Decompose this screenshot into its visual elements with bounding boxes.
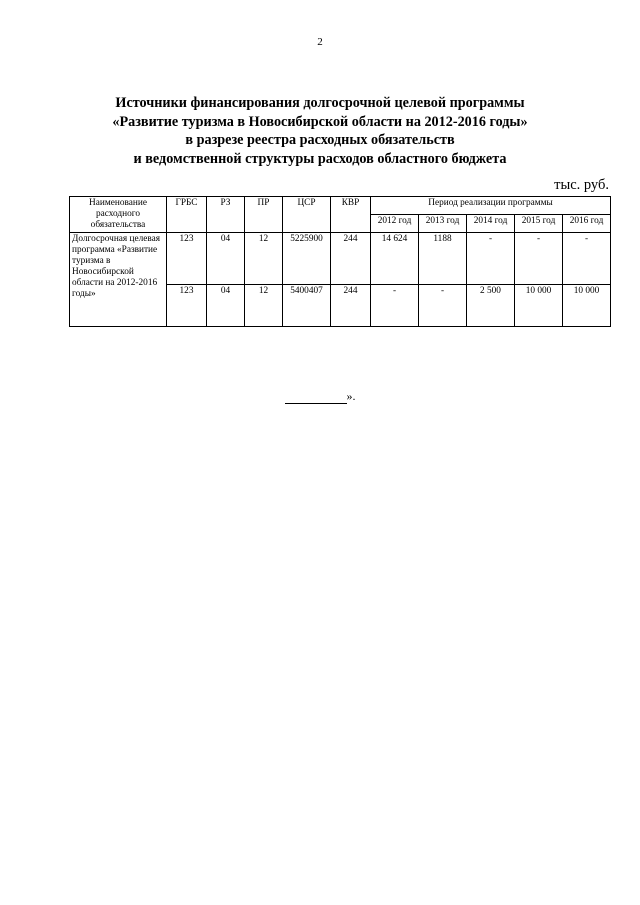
header-kvr: КВР bbox=[331, 197, 371, 233]
header-year: 2013 год bbox=[419, 215, 467, 233]
header-year: 2015 год bbox=[515, 215, 563, 233]
table-header-row bbox=[70, 197, 611, 215]
cell-value: 1188 bbox=[419, 233, 467, 285]
cell-value: 2 500 bbox=[467, 285, 515, 327]
cell-grbs: 123 bbox=[167, 233, 207, 285]
title-line: и ведомственной структуры расходов областного бюджета bbox=[133, 150, 507, 167]
closing-quote: ». bbox=[346, 389, 356, 403]
header-name: Наименование расходного обязательства bbox=[70, 197, 167, 233]
obligation-name: Долгосрочная целевая программа «Развитие туризма в Новосибирской области на 2012-2016 годы» bbox=[70, 233, 167, 327]
title-line: «Развитие туризма в Новосибирской области на 2012-2016 годы» bbox=[112, 113, 528, 130]
cell-rz: 04 bbox=[207, 233, 245, 285]
header-rz: РЗ bbox=[207, 197, 245, 233]
document-title bbox=[60, 94, 580, 168]
cell-csr: 5400407 bbox=[283, 285, 331, 327]
title-line: в разрезе реестра расходных обязательств bbox=[185, 132, 455, 148]
cell-value: 10 000 bbox=[515, 285, 563, 327]
cell-value: - bbox=[467, 233, 515, 285]
header-pr: ПР bbox=[245, 197, 283, 233]
closing-mark bbox=[0, 389, 640, 404]
cell-rz: 04 bbox=[207, 285, 245, 327]
signature-blank-line bbox=[285, 391, 347, 404]
cell-grbs: 123 bbox=[167, 285, 207, 327]
cell-value: - bbox=[515, 233, 563, 285]
cell-value: - bbox=[371, 285, 419, 327]
cell-kvr: 244 bbox=[331, 285, 371, 327]
header-period: Период реализации программы bbox=[371, 197, 611, 215]
header-grbs: ГРБС bbox=[167, 197, 207, 233]
cell-value: - bbox=[419, 285, 467, 327]
cell-kvr: 244 bbox=[331, 233, 371, 285]
header-year: 2014 год bbox=[467, 215, 515, 233]
cell-value: - bbox=[563, 233, 611, 285]
title-line: Источники финансирования долгосрочной целевой программы bbox=[115, 95, 525, 111]
units-label: тыс. руб. bbox=[554, 177, 609, 193]
cell-pr: 12 bbox=[245, 233, 283, 285]
header-year: 2016 год bbox=[563, 215, 611, 233]
cell-pr: 12 bbox=[245, 285, 283, 327]
table-row bbox=[70, 233, 611, 285]
cell-value: 14 624 bbox=[371, 233, 419, 285]
header-year: 2012 год bbox=[371, 215, 419, 233]
cell-csr: 5225900 bbox=[283, 233, 331, 285]
page-number: 2 bbox=[317, 36, 323, 48]
cell-value: 10 000 bbox=[563, 285, 611, 327]
header-csr: ЦСР bbox=[283, 197, 331, 233]
financing-table bbox=[69, 196, 611, 327]
